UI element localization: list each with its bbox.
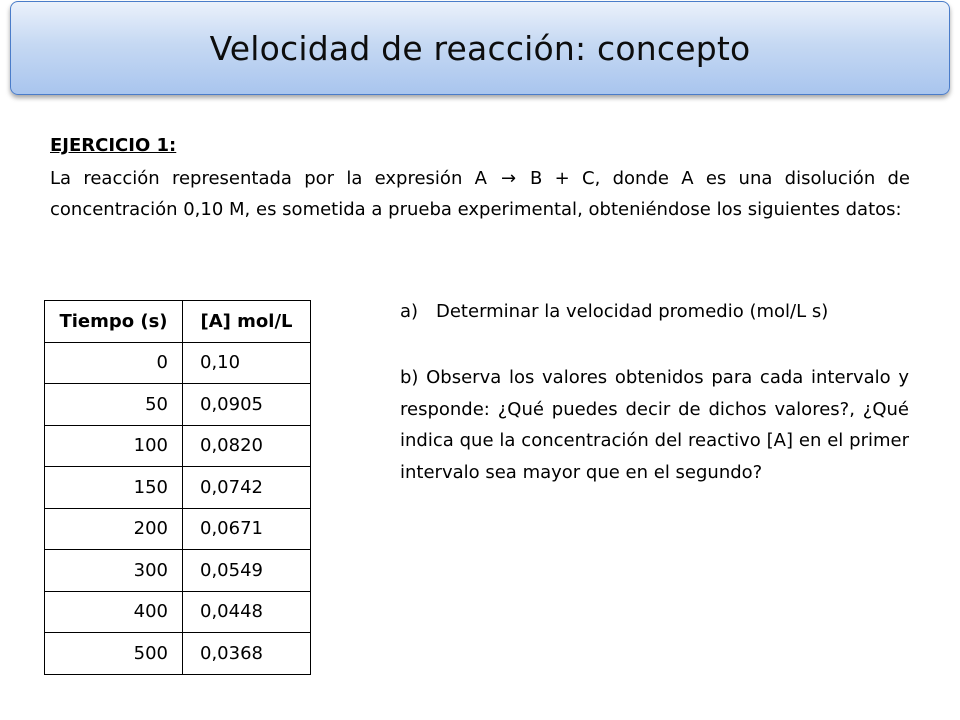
concentration-cell: 0,0549 xyxy=(183,550,311,592)
table-row xyxy=(45,342,311,384)
exercise-heading: EJERCICIO 1: xyxy=(50,135,177,156)
slide-title-banner xyxy=(10,1,950,95)
table-header-row xyxy=(45,301,311,343)
slide-title: Velocidad de reacción: concepto xyxy=(209,28,751,68)
column-header-concentration: [A] mol/L xyxy=(183,301,311,343)
concentration-cell: 0,0671 xyxy=(183,508,311,550)
statement-part-2: B + C, donde A es una disolución de concentración 0,10 M, es sometida a prueba experimental, obteniéndose los siguientes datos: xyxy=(50,168,911,220)
table-row xyxy=(45,591,311,633)
concentration-cell: 0,0448 xyxy=(183,591,311,633)
table-row xyxy=(45,384,311,426)
table-row xyxy=(45,550,311,592)
concentration-cell: 0,0742 xyxy=(183,467,311,509)
concentration-cell: 0,0905 xyxy=(183,384,311,426)
question-b: b) Observa los valores obtenidos para cada intervalo y responde: ¿Qué puedes decir de dichos valores?, ¿Qué indica que la concentración del reactivo [A] en el primer intervalo sea mayor que en el segundo? xyxy=(400,367,909,483)
time-cell: 50 xyxy=(45,384,183,426)
time-cell: 150 xyxy=(45,467,183,509)
reaction-arrow-icon: → xyxy=(500,168,517,189)
concentration-cell: 0,0820 xyxy=(183,425,311,467)
table-row xyxy=(45,467,311,509)
concentration-cell: 0,10 xyxy=(183,342,311,384)
time-cell: 0 xyxy=(45,342,183,384)
exercise-statement xyxy=(50,163,910,225)
table-row xyxy=(45,425,311,467)
time-cell: 100 xyxy=(45,425,183,467)
table-row xyxy=(45,508,311,550)
statement-part-1: La reacción representada por la expresión A xyxy=(50,168,487,189)
time-cell: 200 xyxy=(45,508,183,550)
question-a-marker: a) xyxy=(400,301,419,322)
question-a-text: Determinar la velocidad promedio (mol/L s) xyxy=(436,301,829,322)
time-cell: 400 xyxy=(45,591,183,633)
data-table xyxy=(44,300,311,675)
table-row xyxy=(45,633,311,675)
concentration-cell: 0,0368 xyxy=(183,633,311,675)
question-a xyxy=(400,297,910,327)
time-cell: 500 xyxy=(45,633,183,675)
column-header-time: Tiempo (s) xyxy=(45,301,183,343)
time-cell: 300 xyxy=(45,550,183,592)
